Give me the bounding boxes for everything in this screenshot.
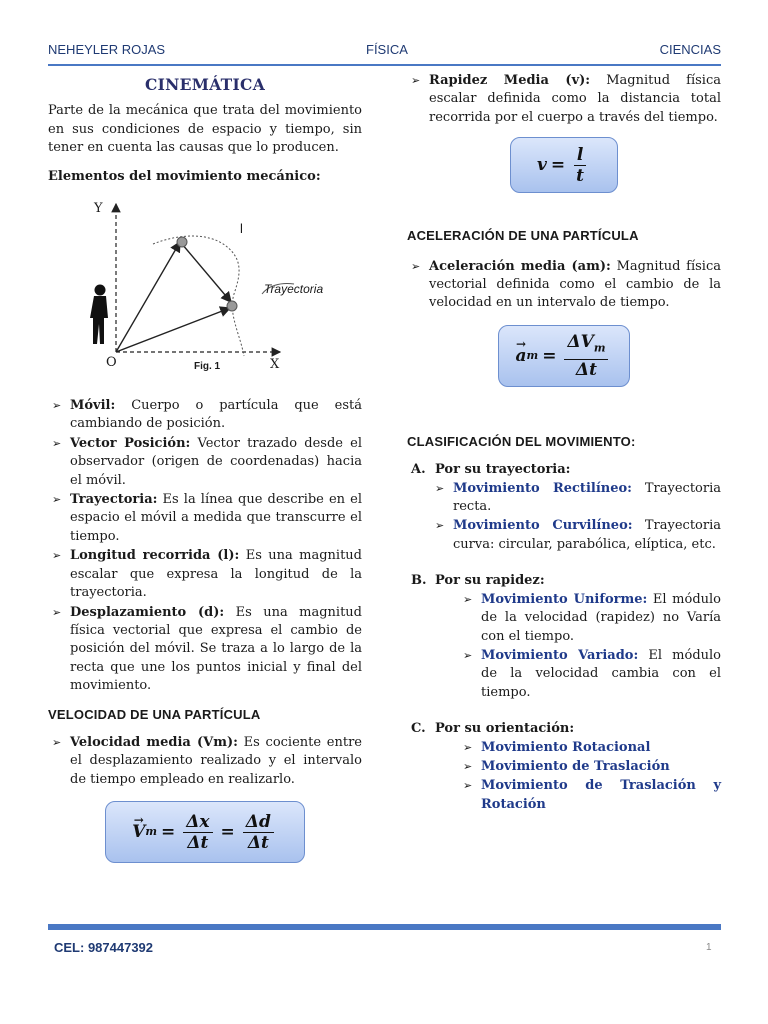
acceleration-formula: → a m = $\frac{\Delta V_m}{\Delta t}$ (498, 325, 630, 387)
y-axis-label: Y (94, 201, 103, 217)
arrow-bullet-icon: ➢ (52, 399, 62, 413)
acceleration-heading: ACELERACIÓN DE UNA PARTÍCULA (407, 228, 639, 244)
trajectory-label: Trayectoria (264, 282, 324, 297)
arrow-bullet-icon: ➢ (52, 735, 62, 749)
header-rule (48, 64, 721, 66)
arrow-bullet-icon: ➢ (411, 259, 421, 273)
list-item: ➢ Trayectoria: Es la línea que describe en el espacio el móvil a medida que transcurre el tiempo. (52, 492, 362, 544)
page-title: CINEMÁTICA (144, 75, 266, 94)
page-header (48, 42, 721, 62)
footer-rule (48, 924, 721, 930)
speed-list (407, 72, 721, 127)
elements-heading: Elementos del movimiento mecánico: (48, 168, 321, 184)
velocity-heading: VELOCIDAD DE UNA PARTÍCULA (48, 706, 261, 722)
list-item: ➢ Movimiento Rotacional (459, 739, 721, 757)
velocity-formula: → V m = $\frac{\Delta x}{\Delta t}$ = $\frac{\Delta d}{\Delta t}$ (105, 801, 305, 863)
arrow-bullet-icon: ➢ (463, 592, 473, 606)
speed-formula: v = $\frac{l}{t}$ (510, 137, 618, 193)
arrow-bullet-icon: ➢ (52, 605, 62, 619)
classification-heading: CLASIFICACIÓN DEL MOVIMIENTO: (407, 433, 636, 449)
footer-phone: CEL: 987447392 (54, 940, 154, 955)
page-number: 1 (706, 942, 712, 953)
arrow-bullet-icon: ➢ (463, 759, 473, 773)
arrow-bullet-icon: ➢ (463, 648, 473, 662)
arrow-bullet-icon: ➢ (435, 481, 445, 495)
list-item: ➢ Movimiento de Traslación (459, 758, 721, 776)
observer-figure (90, 285, 108, 345)
kinematics-figure (48, 196, 362, 381)
classification-list (407, 461, 721, 814)
position-vector-1 (116, 242, 180, 352)
intro-paragraph: Parte de la mecánica que trata del movimiento en sus condiciones de espacio y tiempo, sin tener en cuenta las causas que lo producen. (48, 103, 362, 156)
arrow-bullet-icon: ➢ (435, 519, 445, 533)
velocity-list (48, 734, 362, 789)
arrow-bullet-icon: ➢ (52, 549, 62, 563)
list-item: ➢ Móvil: Cuerpo o partícula que está cambiando de posición. (52, 398, 362, 432)
acceleration-list (407, 258, 721, 313)
figure-caption: Fig. 1 (194, 361, 221, 373)
list-item: ➢ Movimiento Uniforme: El módulo de la velocidad (rapidez) no Varía con el tiempo. (463, 591, 721, 644)
group-a-title: A. Por su trayectoria: (411, 462, 571, 478)
list-item: ➢ Rapidez Media (v): Magnitud física escalar definida como la distancia total recorrida por el cuerpo a través del tiempo. (411, 73, 721, 125)
list-item: ➢ Movimiento Variado: El módulo de la velocidad cambia con el tiempo. (463, 647, 721, 700)
arrow-bullet-icon: ➢ (463, 779, 473, 793)
final-point (227, 301, 237, 311)
arrow-bullet-icon: ➢ (52, 493, 62, 507)
arrow-bullet-icon: ➢ (463, 740, 473, 754)
list-item: ➢ Longitud recorrida (l): Es una magnitud escalar que expresa la longitud de la trayectoria. (52, 548, 362, 601)
length-label: l (240, 221, 243, 237)
list-item: ➢ Vector Posición: Vector trazado desde el observador (origen de coordenadas) hacia el móvil. (52, 435, 363, 488)
origin-label: O (106, 355, 117, 371)
elements-list (48, 397, 362, 696)
group-c-items (459, 739, 721, 815)
trajectory-curve (153, 236, 244, 356)
list-item: ➢ Movimiento de Traslación y Rotación (463, 778, 721, 812)
list-item: ➢ Desplazamiento (d): Es una magnitud física vectorial que expresa el cambio de posición del móvil. Se traza a lo largo de la recta que une los puntos inicial y final del movimiento. (52, 604, 362, 694)
group-b-title: B. Por su rapidez: (411, 573, 545, 589)
arrow-bullet-icon: ➢ (411, 74, 421, 87)
list-item: ➢ Movimiento Curvilíneo: Trayectoria curva: circular, parabólica, elíptica, etc. (435, 518, 721, 552)
list-item: ➢ Movimiento Rectilíneo: Trayectoria recta. (435, 480, 721, 515)
x-axis-label: X (270, 357, 280, 373)
list-item: ➢ Aceleración media (am): Magnitud física vectorial definida como el cambio de la velocidad en un intervalo de tiempo. (411, 258, 721, 311)
header-author: NEHEYLER ROJAS (48, 42, 166, 57)
position-vector-2 (116, 308, 230, 352)
group-b-items (459, 591, 721, 702)
initial-point (177, 237, 187, 247)
right-column (407, 72, 721, 815)
list-item: ➢ Velocidad media (Vm): Es cociente entre el desplazamiento realizado y el intervalo de tiempo empleado en realizarlo. (52, 734, 362, 787)
displacement-vector (182, 244, 231, 302)
group-c-title: C. Por su orientación: (411, 721, 575, 737)
left-column (48, 72, 362, 863)
group-a-items (431, 480, 721, 555)
header-subject: FÍSICA (366, 42, 408, 57)
header-area: CIENCIAS (659, 42, 721, 57)
arrow-bullet-icon: ➢ (52, 436, 62, 450)
